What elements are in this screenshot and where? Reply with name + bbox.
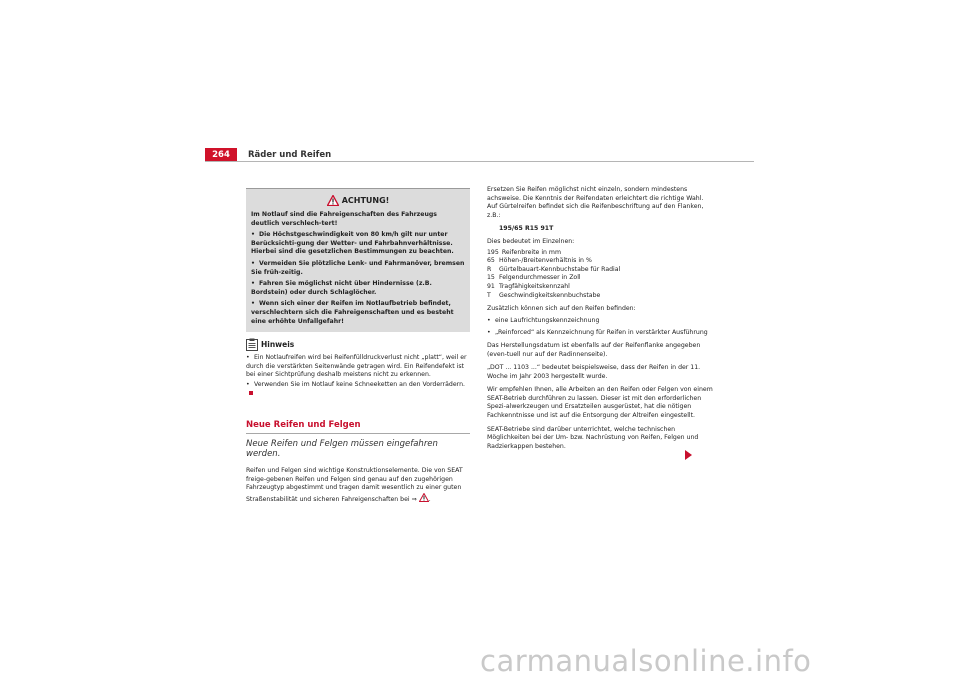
end-marker-icon (249, 391, 253, 395)
legend-row: R Gürtelbauart-Kennbuchstabe für Radial (487, 265, 621, 273)
warning-intro: Im Notlauf sind die Fahreigenschaften des Fahrzeugs deutlich verschlech-tert! (251, 211, 437, 227)
warning-item: • Wenn sich einer der Reifen im Notlaufbetrieb befindet, verschlechtern sich die Fahreigenschaften und es besteht eine erhöhte Unfallgefahr! (251, 300, 454, 325)
page-number: 264 (205, 148, 237, 162)
warning-title: ACHTUNG! (341, 196, 390, 205)
warning-item: • Vermeiden Sie plötzliche Lenk- und Fahrmanöver, bremsen Sie früh-zeitig. (251, 259, 465, 276)
legend-row: 195 Reifenbreite in mm (487, 248, 561, 256)
left-column (246, 188, 470, 505)
note-clipboard-icon (246, 338, 258, 351)
paragraph: Dies bedeutet im Einzelnen: (487, 237, 575, 245)
section-body: Reifen und Felgen sind wichtige Konstruktionselemente. Die von SEAT freige-gebenen Reifen und Felgen sind genau auf den zugehörigen Fahrzeugtyp abgestimmt und tragen damit wesentlich zu einer guten Straßenstabilität und sicheren Fahreigenschaften bei ⇒ . (246, 467, 463, 503)
legend-row: 91 Tragfähigkeitskennzahl (487, 282, 570, 290)
note-title: Hinweis (261, 340, 295, 350)
warning-header (251, 195, 465, 206)
note-item: • Verwenden Sie im Notlauf keine Schneeketten an den Vorderrädern. (246, 381, 470, 398)
bullet-icon: • (487, 316, 491, 324)
warning-box (246, 188, 470, 332)
header-rule (205, 161, 754, 162)
note-header (246, 338, 470, 351)
section-subheading: Neue Reifen und Felgen müssen eingefahren werden. (246, 439, 438, 460)
warning-reference-icon[interactable] (419, 493, 429, 502)
note-item: • Ein Notlaufreifen wird bei Reifenfülldruckverlust nicht „platt“, weil er durch die verstärkten Seitenwände getragen wird. Ein Reifendefekt ist bei einer Sichtprüfung deshalb meistens nicht zu erkennen. (246, 354, 467, 378)
paragraph: Ersetzen Sie Reifen möglichst nicht einzeln, sondern mindestens achsweise. Die Kenntnis der Reifendaten erleichtert die richtige Wahl. Auf Gürtelreifen befindet sich die Reifenbeschriftung auf den Flanken, z.B.: (487, 186, 704, 219)
section-heading: Neue Reifen und Felgen (246, 420, 470, 434)
list-item: • eine Laufrichtungskennzeichnung (487, 316, 600, 324)
bullet-icon: • (251, 259, 255, 267)
legend-row: 65 Höhen-/Breitenverhältnis in % (487, 257, 592, 265)
bullet-icon: • (487, 329, 491, 337)
warning-item: • Die Höchstgeschwindigkeit von 80 km/h gilt nur unter Berücksichti-gung der Wetter- und Fahrbahnverhältnisse. Hierbei sind die gesetzlichen Bestimmungen zu beachten. (251, 231, 454, 256)
section-title: Räder und Reifen (248, 150, 332, 160)
paragraph: SEAT-Betriebe sind darüber unterrichtet, welche technischen Möglichkeiten bei der Um- bzw. Nachrüstung von Reifen, Felgen und Radzierkappen bestehen. (487, 425, 699, 450)
list-item: • „Reinforced“ als Kennzeichnung für Reifen in verstärkter Ausführung (487, 329, 708, 337)
bullet-icon: • (251, 300, 255, 308)
paragraph: Das Herstellungsdatum ist ebenfalls auf der Reifenflanke angegeben (even-tuell nur auf der Radinnenseite). (487, 341, 701, 358)
warning-item: • Fahren Sie möglichst nicht über Hindernisse (z.B. Bordstein) oder durch Schlaglöcher. (251, 280, 432, 296)
paragraph: Wir empfehlen Ihnen, alle Arbeiten an den Reifen oder Felgen von einem SEAT-Betrieb durchführen zu lassen. Dieser ist mit den erforderlichen Spezi-alwerkzeugen und Ersatzteilen ausgerüstet, hat die nötigen Fachkenntnisse und ist auf die Entsorgung der Altreifen eingestellt. (487, 386, 713, 420)
legend-row: T Geschwindigkeitskennbuchstabe (487, 291, 601, 299)
legend-row: 15 Felgendurchmesser in Zoll (487, 274, 581, 282)
continue-arrow-icon (685, 450, 692, 460)
tire-legend (487, 249, 715, 301)
watermark: carmanualsonline.info (480, 644, 812, 674)
paragraph: Zusätzlich können sich auf den Reifen befinden: (487, 305, 636, 313)
bullet-icon: • (251, 280, 255, 288)
paragraph: „DOT ... 1103 ...“ bedeutet beispielsweise, dass der Reifen in der 11. Woche im Jahr 2003 hergestellt wurde. (487, 364, 701, 380)
bullet-icon: • (251, 231, 255, 239)
warning-triangle-icon (327, 195, 339, 206)
right-column (487, 186, 715, 456)
note-text (246, 354, 470, 398)
tire-spec: 195/65 R15 91T (499, 225, 554, 233)
bullet-icon: • (246, 354, 250, 362)
bullet-icon: • (246, 381, 250, 389)
